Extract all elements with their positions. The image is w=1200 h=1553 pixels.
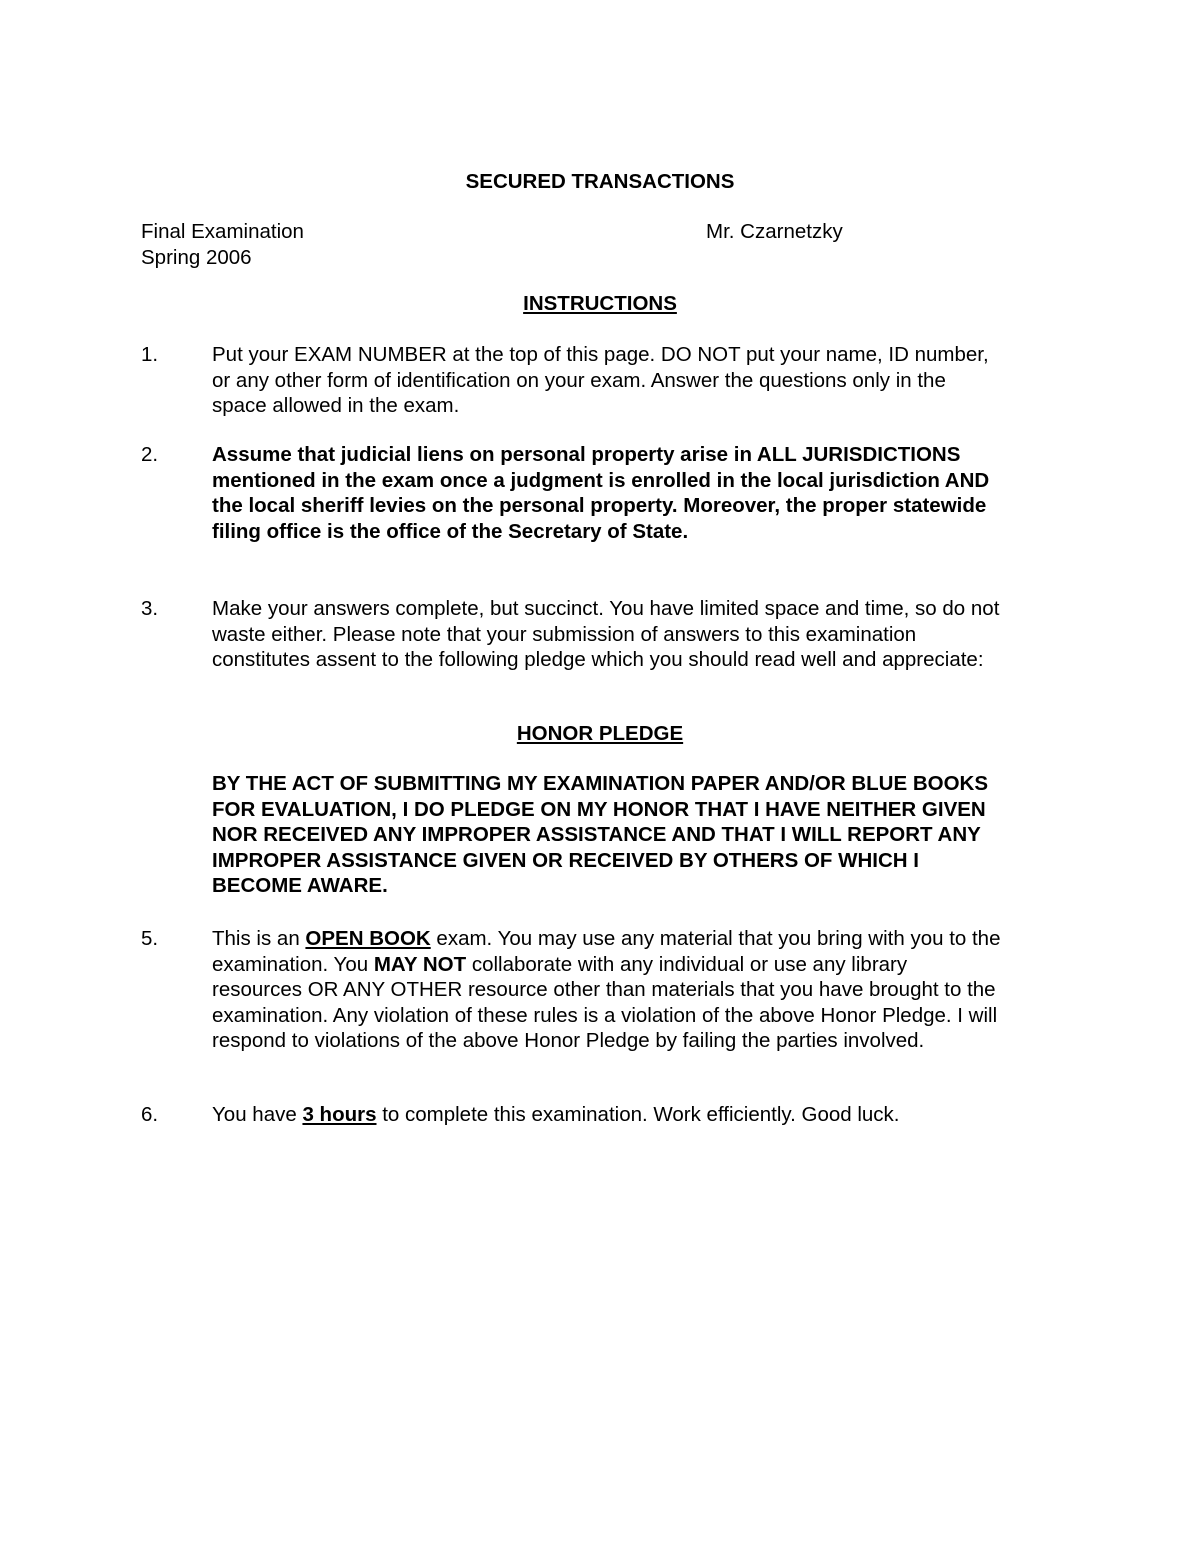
open-book-emphasis: OPEN BOOK: [305, 927, 431, 950]
instructions-heading: INSTRUCTIONS: [523, 292, 677, 315]
item-text: Make your answers complete, but succinct. You have limited space and time, so do not waste either. Please note that your submission of answers to this examination constitutes assent to the following pledge which you should read well and appreciate:: [212, 597, 1000, 671]
item-number: 5.: [141, 927, 159, 950]
instruction-item-5: [141, 926, 1001, 1054]
item-text: Put your EXAM NUMBER at the top of this page. DO NOT put your name, ID number, or any other form of identification on your exam. Answer the questions only in the space allowed in the exam.: [212, 343, 989, 417]
item-number: 1.: [141, 343, 159, 366]
document-title: SECURED TRANSACTIONS: [465, 170, 735, 193]
instructor-name: Mr. Czarnetzky: [706, 220, 843, 243]
item-text: Assume that judicial liens on personal property arise in ALL JURISDICTIONS mentioned in the exam once a judgment is enrolled in the local jurisdiction AND the local sheriff levies on the personal property. Moreover, the proper statewide filing office is the office of the Secretary of State.: [212, 443, 990, 543]
item-text: [212, 1102, 1002, 1128]
item5-text-part2: exam. You may use any material that you bring with you to the examination. You: [212, 927, 1001, 976]
item-text: [212, 926, 1002, 1054]
item-number: 2.: [141, 443, 159, 466]
item6-text-part2: to complete this examination. Work efficiently. Good luck.: [376, 1103, 900, 1126]
honor-pledge-heading: HONOR PLEDGE: [516, 722, 684, 745]
instruction-item-1: [141, 342, 1001, 419]
exam-info: [141, 219, 304, 270]
instruction-item-3: [141, 596, 1001, 673]
item-number: 6.: [141, 1103, 159, 1126]
may-not-emphasis: MAY NOT: [373, 952, 467, 976]
instruction-item-6: [141, 1102, 1001, 1128]
hours-emphasis: 3 hours: [302, 1103, 377, 1126]
item-number: 3.: [141, 597, 159, 620]
item5-text-part1: This is an: [212, 927, 306, 950]
item6-text-part1: You have: [212, 1103, 303, 1126]
exam-type: Final Examination: [141, 220, 304, 243]
item5-text-part3: collaborate with any individual or use any library resources OR ANY OTHER resource other than materials that you have brought to the examination. Any violation of these rules is a violation of the above Honor Pledge. I will respond to violations of the above Honor Pledge by failing the parties involved.: [212, 952, 998, 1052]
instruction-item-2: [141, 442, 1001, 544]
exam-term: Spring 2006: [141, 245, 252, 269]
honor-pledge-text: BY THE ACT OF SUBMITTING MY EXAMINATION PAPER AND/OR BLUE BOOKS FOR EVALUATION, I DO PLEDGE ON MY HONOR THAT I HAVE NEITHER GIVEN NOR RECEIVED ANY IMPROPER ASSISTANCE AND THAT I WILL REPORT ANY IMPROPER ASSISTANCE GIVEN OR RECEIVED BY OTHERS OF WHICH I BECOME AWARE.: [212, 772, 988, 897]
